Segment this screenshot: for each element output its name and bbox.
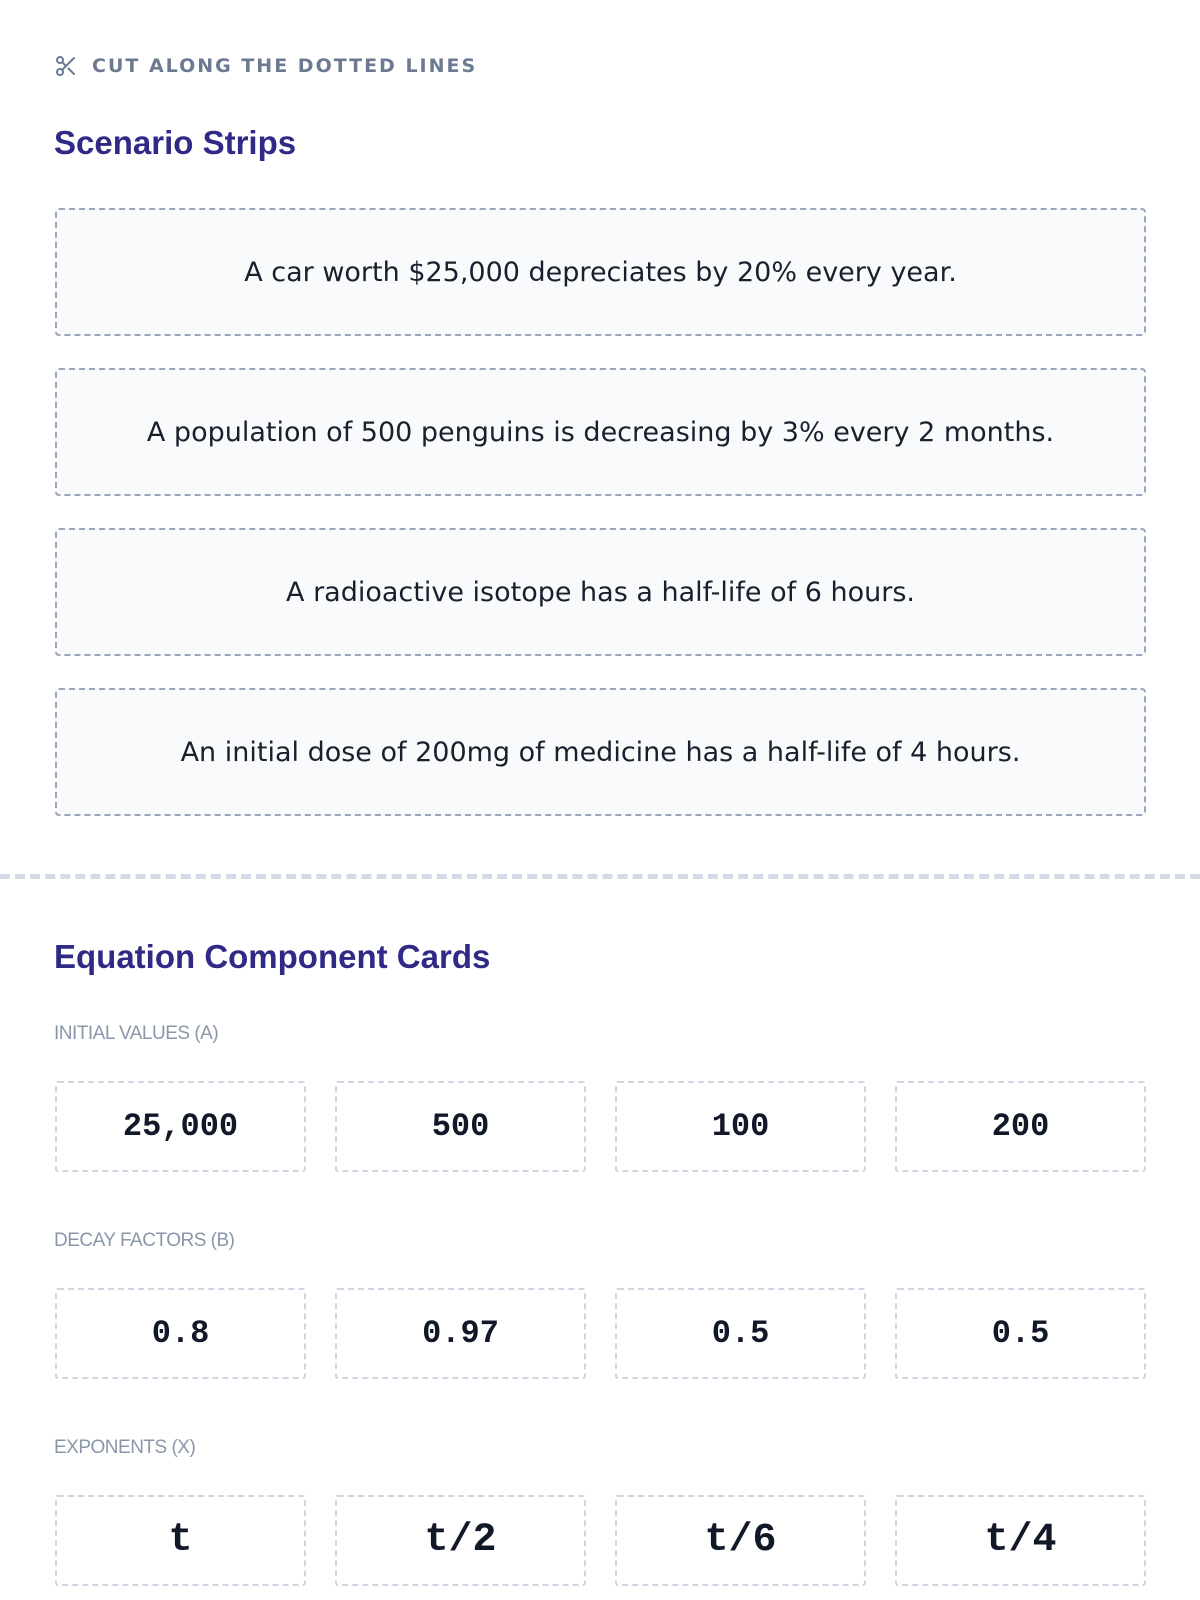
exponents-label: EXPONENTS (X): [54, 1437, 196, 1458]
exponent-card: t/6: [615, 1495, 866, 1586]
scenario-strips-title: Scenario Strips: [54, 124, 297, 161]
exponent-card: t/4: [895, 1495, 1146, 1586]
initial-values-label: INITIAL VALUES (A): [54, 1023, 219, 1044]
cut-line-divider: [0, 874, 1200, 879]
initial-value-card: 25,000: [55, 1081, 306, 1172]
scissors-icon: [54, 54, 78, 78]
equation-cards-title: Equation Component Cards: [54, 938, 491, 975]
scenario-strip: A car worth $25,000 depreciates by 20% every year.: [55, 208, 1146, 336]
scenario-strip: A radioactive isotope has a half-life of 6 hours.: [55, 528, 1146, 656]
decay-factor-card: 0.8: [55, 1288, 306, 1379]
scenario-strip: An initial dose of 200mg of medicine has a half-life of 4 hours.: [55, 688, 1146, 816]
initial-value-card: 100: [615, 1081, 866, 1172]
exponent-card: t/2: [335, 1495, 586, 1586]
decay-factors-label: DECAY FACTORS (B): [54, 1230, 235, 1251]
cut-instruction: [54, 54, 477, 78]
decay-factor-card: 0.97: [335, 1288, 586, 1379]
cut-instruction-text: CUT ALONG THE DOTTED LINES: [92, 55, 478, 77]
exponent-card: t: [55, 1495, 306, 1586]
initial-value-card: 500: [335, 1081, 586, 1172]
scenario-strip: A population of 500 penguins is decreasing by 3% every 2 months.: [55, 368, 1146, 496]
decay-factor-card: 0.5: [615, 1288, 866, 1379]
initial-value-card: 200: [895, 1081, 1146, 1172]
decay-factor-card: 0.5: [895, 1288, 1146, 1379]
